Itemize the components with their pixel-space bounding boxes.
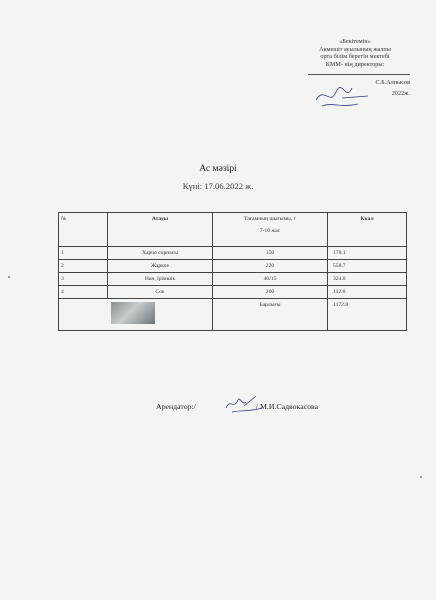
page-title: Ас мәзірі xyxy=(199,163,237,174)
row-name: Сок xyxy=(108,286,213,299)
row-portion: 200 xyxy=(213,286,328,299)
table-total-row xyxy=(59,299,407,331)
approval-line-1: Акмешіт ауылының жалпы xyxy=(319,45,391,53)
row-num: 1 xyxy=(59,247,108,260)
approval-date: 2022ж. xyxy=(391,89,410,97)
table-header-row xyxy=(59,213,407,247)
total-label: Барлығы xyxy=(213,299,328,331)
table-row xyxy=(59,260,407,273)
row-kcal: 324.0 xyxy=(328,273,407,286)
row-num: 4 xyxy=(59,286,108,299)
row-name: Харчо сорпасы xyxy=(108,247,213,260)
row-portion: 40/15 xyxy=(213,273,328,286)
page-date: Күні: 17.06.2022 ж. xyxy=(182,181,254,191)
row-portion: 150 xyxy=(213,247,328,260)
row-kcal: 178.1 xyxy=(328,247,407,260)
approval-heading: «Бекітемін» xyxy=(339,38,371,45)
row-name: Жаркое xyxy=(108,260,213,273)
approval-signatory: С.Б.Алпысов xyxy=(375,79,410,87)
header-portion-title: Тағамның шығымы, г xyxy=(244,216,296,222)
meal-photo-cell xyxy=(59,299,213,331)
menu-table xyxy=(58,212,407,331)
header-name: Атауы xyxy=(108,213,213,247)
row-num: 2 xyxy=(59,260,108,273)
director-signature xyxy=(312,76,372,110)
approval-sign-line xyxy=(308,68,410,75)
table-row xyxy=(59,273,407,286)
approval-line-2: орта білім беретін мектебі xyxy=(320,53,390,61)
lessee-signature xyxy=(222,392,268,414)
row-portion: 220 xyxy=(213,260,328,273)
row-kcal: 558.7 xyxy=(328,260,407,273)
scan-speck xyxy=(420,476,422,478)
header-portion-age: 7-10 жас xyxy=(259,228,281,234)
meal-photo xyxy=(111,302,155,324)
row-kcal: 112.0 xyxy=(328,286,407,299)
row-name: Нан, ірімшік xyxy=(108,273,213,286)
header-num: № xyxy=(59,213,108,247)
scan-speck xyxy=(8,276,10,278)
table-row xyxy=(59,286,407,299)
header-portion xyxy=(213,213,328,247)
table-row xyxy=(59,247,407,260)
approval-line-3: КММ- нің директоры: xyxy=(325,60,385,68)
header-kcal: Ккал xyxy=(328,213,407,247)
total-kcal: 1172.8 xyxy=(328,299,407,331)
lessee-name: / М.И.Садвокасова xyxy=(255,402,319,411)
row-num: 3 xyxy=(59,273,108,286)
lessee-label: Арендатор:/ xyxy=(156,402,196,411)
